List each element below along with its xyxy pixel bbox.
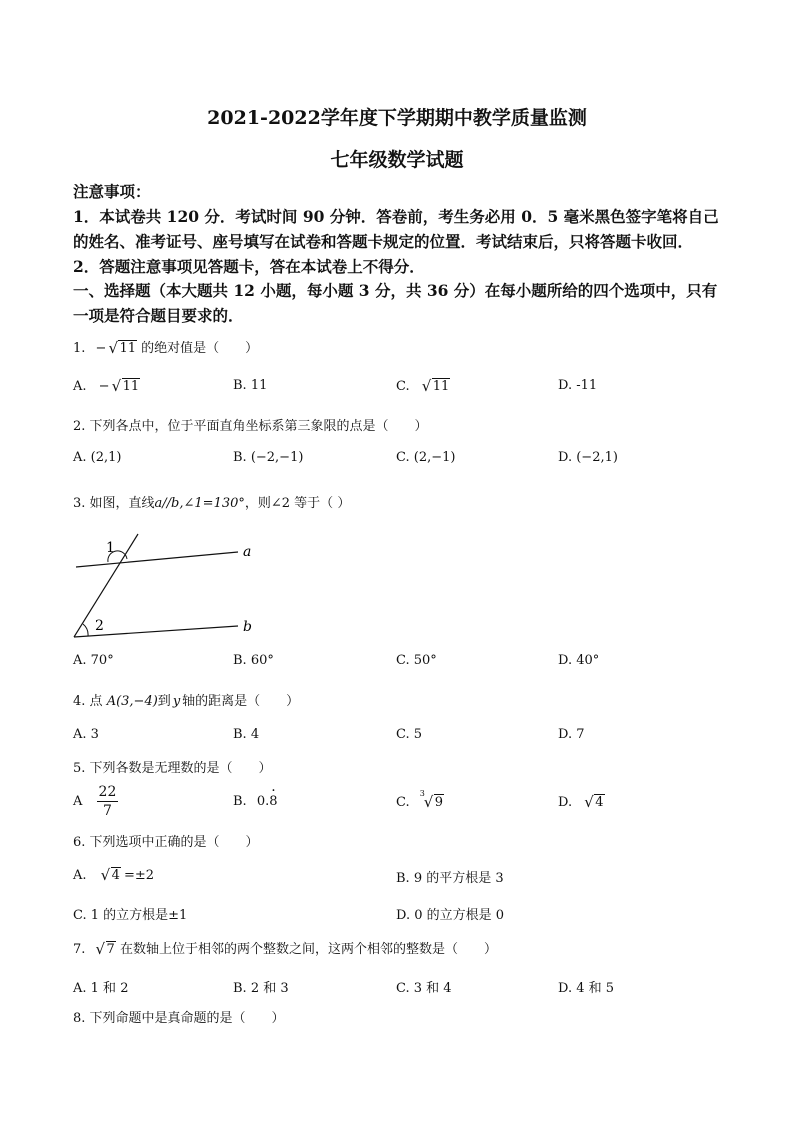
q4-option-b[interactable]: B. 4 <box>233 727 260 742</box>
line-b-label: b <box>243 619 252 635</box>
notice-line-1: 1．本试卷共 120 分．考试时间 90 分钟．答卷前，考生务必用 0．5 毫米黑色签字笔将自己 <box>73 207 719 226</box>
question-6: 6. 下列选项中正确的是（ ） <box>73 835 259 850</box>
question-8: 8. 下列命题中是真命题的是（ ） <box>73 1011 285 1026</box>
q1-option-b[interactable]: B. 11 <box>233 378 268 393</box>
question-7: 7. √ 7 在数轴上位于相邻的两个整数之间，这两个相邻的整数是（ ） <box>73 938 497 957</box>
angle-1-label: 1 <box>106 540 115 556</box>
q2-option-a[interactable]: A. (2,1) <box>73 450 122 465</box>
q3-option-c[interactable]: C. 50° <box>396 653 437 668</box>
question-1: 1. −√ 11 的绝对值是（ ） <box>73 337 258 356</box>
q6-option-d[interactable]: D. 0 的立方根是 0 <box>396 908 505 923</box>
q2-option-b[interactable]: B. (−2,−1) <box>233 450 304 465</box>
q5-option-b[interactable]: B. 0.8 · <box>233 794 278 809</box>
notice-line-3: 2．答题注意事项见答题卡，答在本试卷上不得分． <box>73 257 425 276</box>
q7-option-a[interactable]: A. 1 和 2 <box>73 981 129 996</box>
q3-option-b[interactable]: B. 60° <box>233 653 274 668</box>
question-2: 2. 下列各点中，位于平面直角坐标系第三象限的点是（ ） <box>73 419 428 434</box>
q2-option-c[interactable]: C. (2,−1) <box>396 450 456 465</box>
notice-line-2: 的姓名、准考证号、座号填写在试卷和答题卡规定的位置．考试结束后，只将答题卡收回． <box>73 232 694 251</box>
line-a <box>76 552 238 567</box>
question-3: 3. 如图，直线a//b,∠1=130°，则∠2 等于（ ） <box>73 496 351 511</box>
q6-option-c[interactable]: C. 1 的立方根是±1 <box>73 908 188 923</box>
q7-option-d[interactable]: D. 4 和 5 <box>558 981 615 996</box>
question-5: 5. 下列各数是无理数的是（ ） <box>73 761 272 776</box>
line-a-label: a <box>243 544 252 560</box>
q5-option-a[interactable]: A $\frac{22}{7}$ <box>73 784 117 819</box>
angle-2-label: 2 <box>95 618 104 634</box>
notice-heading: 注意事项： <box>73 182 151 201</box>
q4-option-a[interactable]: A. 3 <box>73 727 99 742</box>
question-4: 4. 点 A(3,−4)到 y 轴的距离是（ ） <box>73 694 300 709</box>
q7-option-b[interactable]: B. 2 和 3 <box>233 981 289 996</box>
page-title: 2021-2022学年度下学期期中教学质量监测 <box>207 107 587 129</box>
q4-option-d[interactable]: D. 7 <box>558 727 585 742</box>
section-instruction-2: 一项是符合题目要求的． <box>73 306 244 325</box>
q5-option-c[interactable]: C. 3 √ 9 <box>396 794 444 810</box>
q1-option-a[interactable]: A. −√ 11 <box>73 378 140 394</box>
q7-option-c[interactable]: C. 3 和 4 <box>396 981 452 996</box>
q6-option-b[interactable]: B. 9 的平方根是 3 <box>396 871 504 886</box>
q1-option-c[interactable]: C. √ 11 <box>396 378 450 394</box>
q5-option-d[interactable]: D. √ 4 <box>558 794 605 810</box>
section-instruction-1: 一、选择题（本大题共 12 小题，每小题 3 分，共 36 分）在每小题所给的四个选项中，只有 <box>73 281 718 300</box>
q2-option-d[interactable]: D. (−2,1) <box>558 450 618 465</box>
q3-option-d[interactable]: D. 40° <box>558 653 600 668</box>
parallel-lines-figure <box>68 532 268 642</box>
q6-option-a[interactable]: A. √ 4 =±2 <box>73 867 154 883</box>
angle-2-arc <box>83 624 88 636</box>
page-subtitle: 七年级数学试题 <box>330 149 464 171</box>
q1-option-d[interactable]: D. -11 <box>558 378 598 393</box>
q4-option-c[interactable]: C. 5 <box>396 727 423 742</box>
q3-option-a[interactable]: A. 70° <box>73 653 114 668</box>
